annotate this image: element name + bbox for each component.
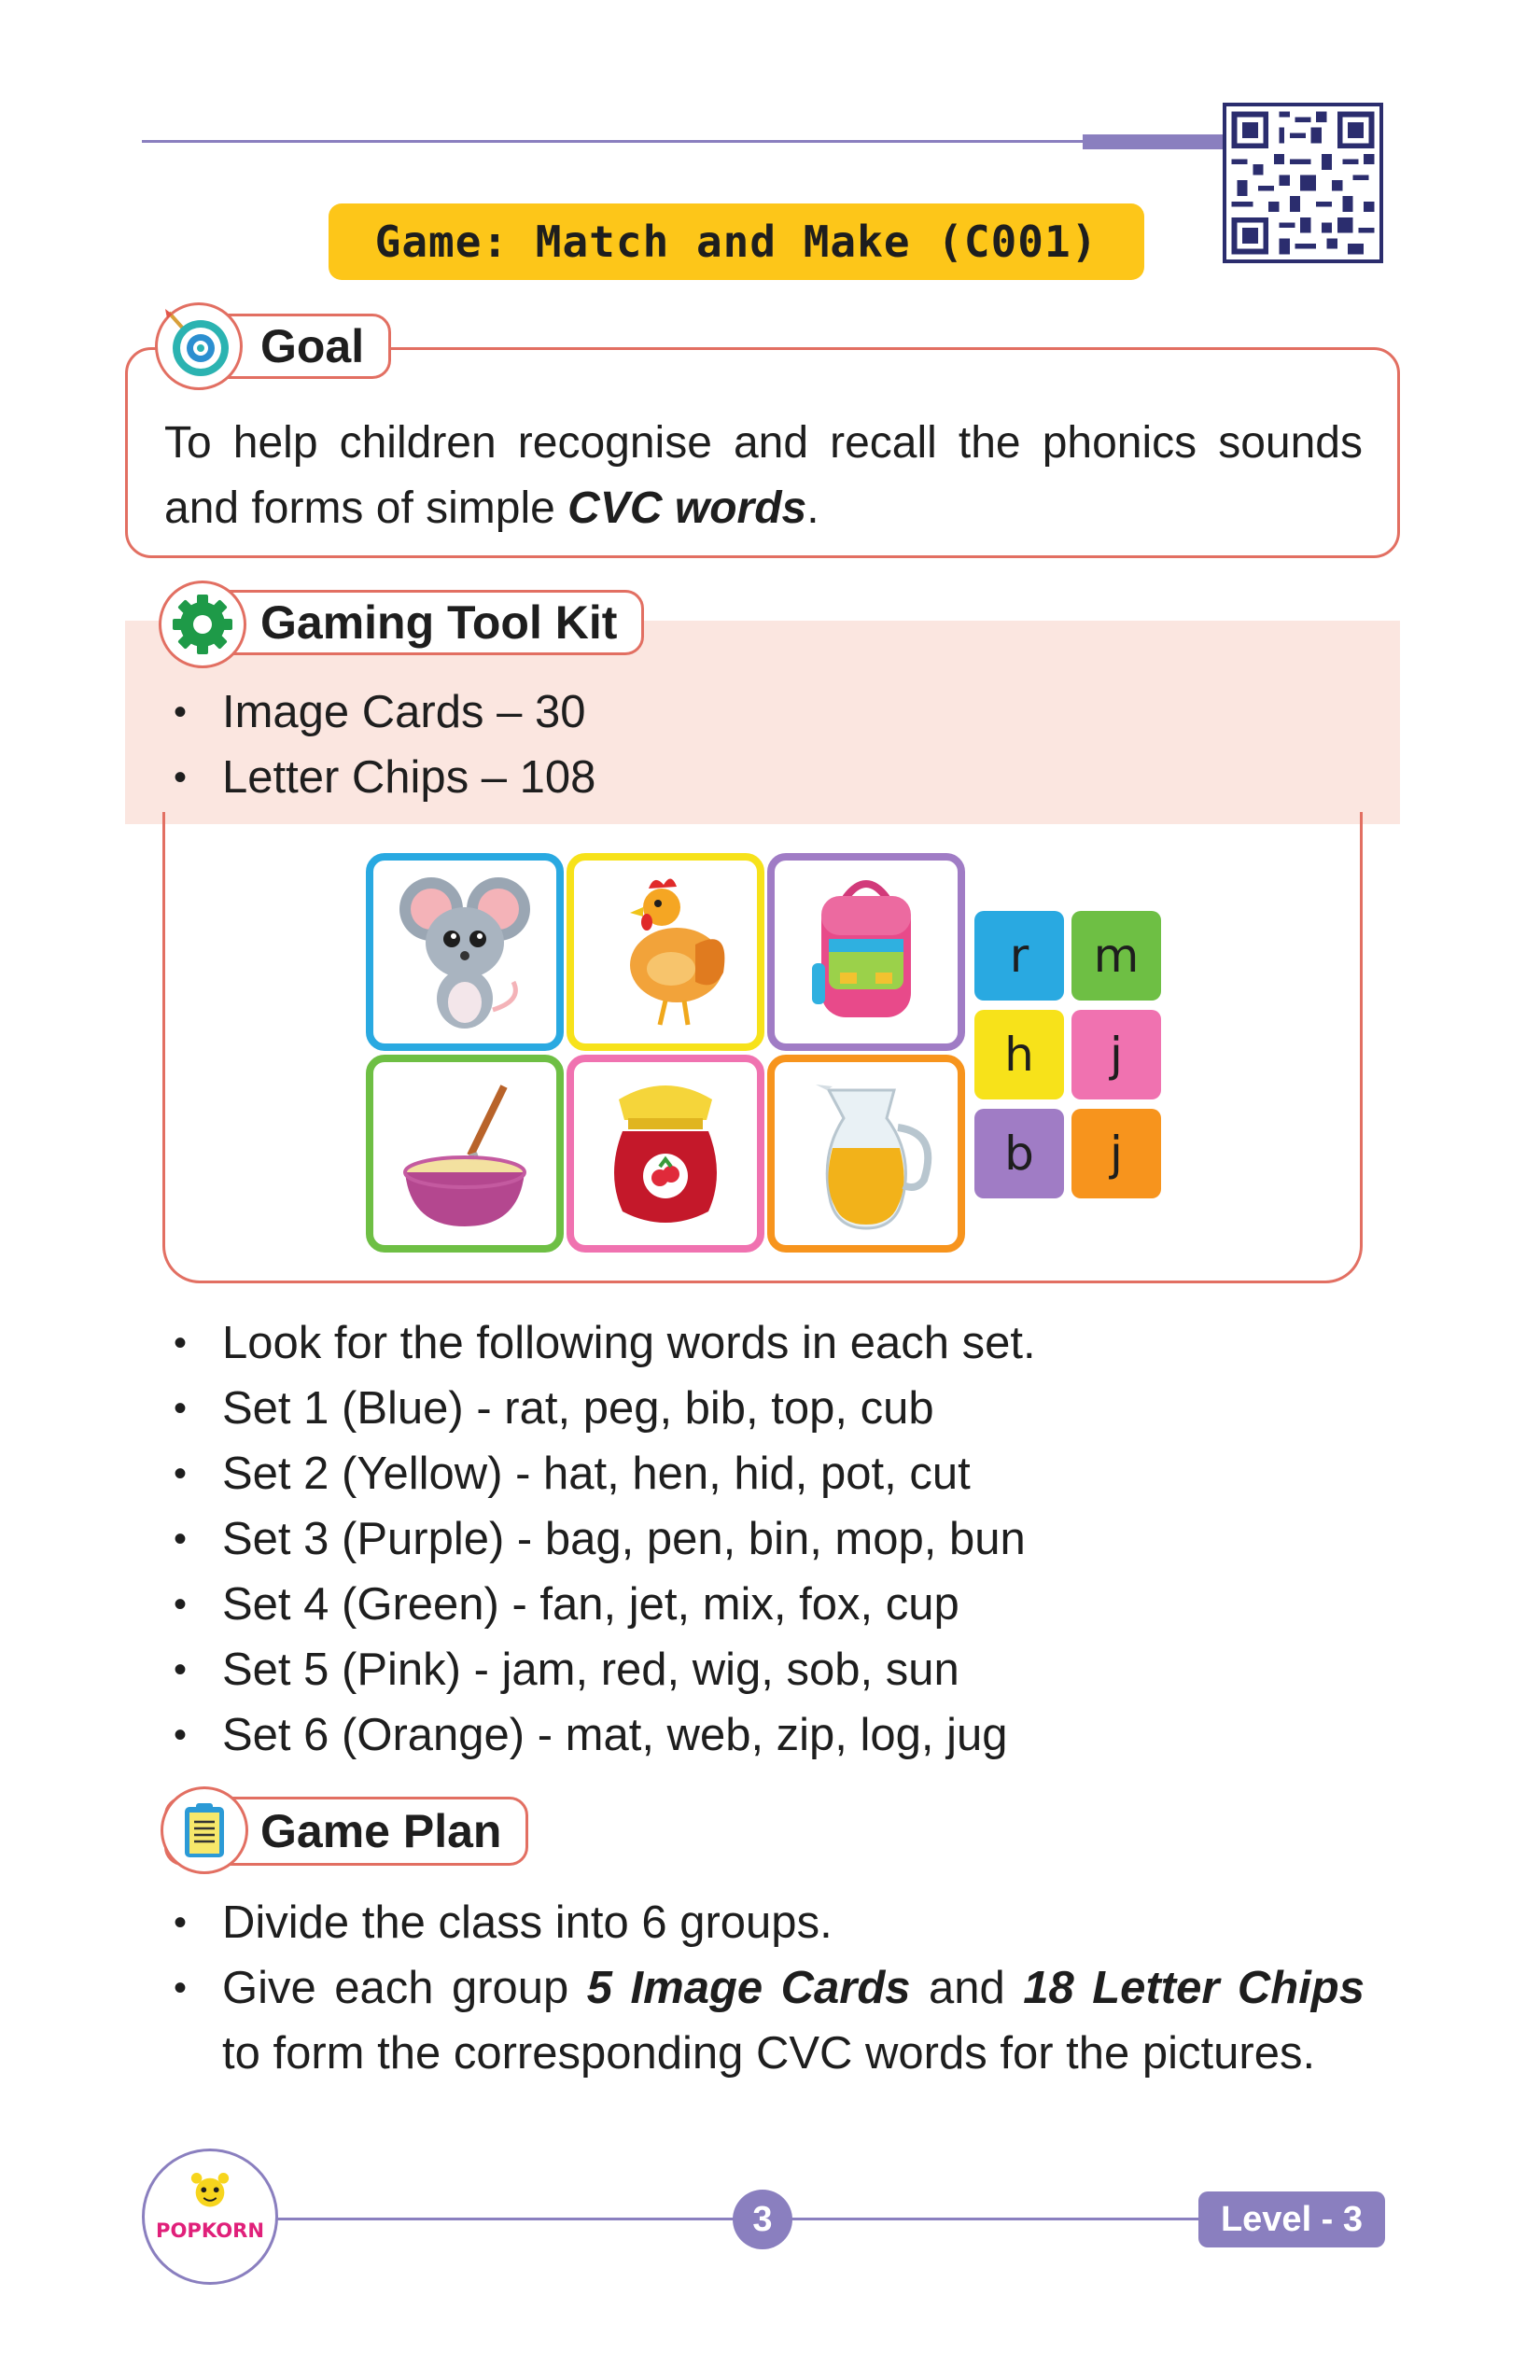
svg-text:POPKORN: POPKORN bbox=[156, 2219, 264, 2243]
image-card-jug bbox=[767, 1055, 965, 1253]
header-rule-accent bbox=[1083, 134, 1225, 149]
text-part: and bbox=[910, 1963, 1024, 2013]
game-plan-list bbox=[164, 1890, 1365, 2086]
list-item: • Image Cards – 30 bbox=[164, 679, 1284, 745]
letter-chip bbox=[974, 911, 1064, 1001]
image-card-bag bbox=[767, 853, 965, 1051]
game-title-banner bbox=[329, 203, 1144, 280]
level-badge: Level - 3 bbox=[1198, 2191, 1385, 2247]
goal-text-part: To help children recognise and recall the phonics sounds and forms of simple bbox=[164, 418, 1363, 533]
chip-letter: j bbox=[1110, 1127, 1123, 1181]
image-card-jam bbox=[567, 1055, 764, 1253]
image-card-mouse bbox=[366, 853, 564, 1051]
page-number: 3 bbox=[733, 2190, 792, 2249]
list-item: • Set 6 (Orange) - mat, web, zip, log, jug bbox=[164, 1702, 1378, 1768]
list-item bbox=[164, 1955, 1365, 2086]
list-item: • Set 1 (Blue) - rat, peg, bib, top, cub bbox=[164, 1376, 1378, 1441]
popkorn-logo bbox=[142, 2149, 278, 2285]
letter-chip bbox=[1071, 1010, 1161, 1099]
goal-heading: Goal bbox=[260, 320, 365, 372]
list-item: • Look for the following words in each set. bbox=[164, 1310, 1378, 1376]
list-item: • Set 3 (Purple) - bag, pen, bin, mop, bun bbox=[164, 1506, 1378, 1572]
letter-chip bbox=[974, 1010, 1064, 1099]
toolkit-heading: Gaming Tool Kit bbox=[260, 596, 618, 649]
letter-chip bbox=[1071, 911, 1161, 1001]
toolkit-list bbox=[164, 679, 1284, 810]
goal-text-bold: CVC words bbox=[567, 483, 807, 533]
image-card-mix bbox=[366, 1055, 564, 1253]
game-plan-heading: Game Plan bbox=[260, 1805, 502, 1857]
chip-letter: j bbox=[1110, 1028, 1123, 1082]
letter-chip bbox=[974, 1109, 1064, 1198]
list-item: • Letter Chips – 108 bbox=[164, 745, 1284, 810]
clipboard-icon bbox=[161, 1786, 248, 1874]
image-card-hen bbox=[567, 853, 764, 1051]
qr-code-icon bbox=[1226, 106, 1379, 259]
letter-chip bbox=[1071, 1109, 1161, 1198]
text-part: Give each group bbox=[222, 1963, 587, 2013]
chip-letter: m bbox=[1093, 929, 1140, 983]
text-bold: 18 Letter Chips bbox=[1023, 1963, 1365, 2013]
list-item: • Set 2 (Yellow) - hat, hen, hid, pot, cut bbox=[164, 1441, 1378, 1506]
list-item: • Set 5 (Pink) - jam, red, wig, sob, sun bbox=[164, 1637, 1378, 1702]
chip-letter: r bbox=[1009, 929, 1029, 983]
list-item: • Set 4 (Green) - fan, jet, mix, fox, cup bbox=[164, 1572, 1378, 1637]
chip-letter: b bbox=[1004, 1127, 1034, 1181]
header-rule bbox=[142, 140, 1225, 143]
gear-icon bbox=[159, 581, 246, 668]
goal-description bbox=[164, 411, 1363, 541]
text-part: to form the corresponding CVC words for the pictures. bbox=[222, 2028, 1316, 2079]
goal-text-end: . bbox=[806, 483, 819, 533]
target-icon bbox=[155, 302, 243, 390]
qr-code[interactable] bbox=[1223, 103, 1383, 263]
word-sets-list bbox=[164, 1310, 1378, 1768]
page-title: Game: Match and Make (C001) bbox=[374, 217, 1099, 267]
text-bold: 5 Image Cards bbox=[586, 1963, 911, 2013]
chip-letter: h bbox=[1004, 1028, 1034, 1082]
list-item: • Divide the class into 6 groups. bbox=[164, 1890, 1365, 1955]
